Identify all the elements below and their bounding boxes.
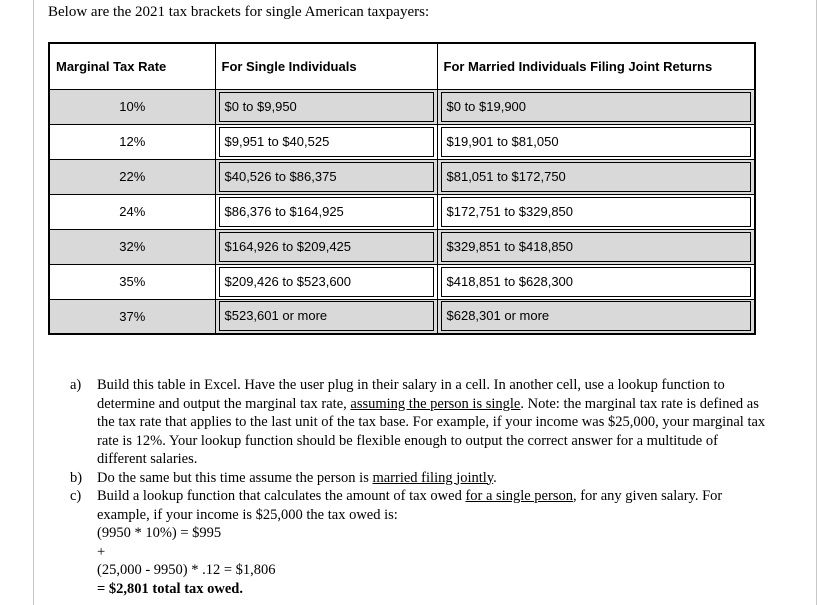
question-text: Build this table in Excel. Have the user plug in their salary in a cell. In another cell, use a lookup function to determine and output the marginal tax rate, assuming the person is single. Note: the marginal tax rate is defined as the tax rate that applies to the last unit of the tax base. For example, if your income was $25,000, your marginal tax rate is 12%. Your lookup function should be flexible enough to output the correct answer for a multitude of different salaries.	[97, 377, 766, 467]
range-value: $329,851 to $418,850	[441, 232, 752, 262]
underlined-phrase: for a single person	[465, 488, 573, 504]
married-range-cell	[437, 194, 755, 229]
single-range-cell	[215, 299, 437, 334]
range-value: $523,601 or more	[219, 301, 434, 331]
range-value: $86,376 to $164,925	[219, 197, 434, 227]
question-label: a)	[70, 377, 82, 393]
table-header-row	[49, 43, 755, 89]
single-range-cell	[215, 194, 437, 229]
range-value: $209,426 to $523,600	[219, 267, 434, 297]
range-value: $0 to $9,950	[219, 92, 434, 122]
page-left-edge	[33, 0, 34, 605]
rate-cell: 24%	[49, 194, 215, 229]
page-right-edge	[816, 0, 817, 605]
table-row	[49, 194, 755, 229]
tax-bracket-table	[48, 42, 756, 335]
married-range-cell	[437, 229, 755, 264]
single-range-cell	[215, 89, 437, 124]
table-row	[49, 124, 755, 159]
rate-cell: 10%	[49, 89, 215, 124]
married-range-cell	[437, 89, 755, 124]
table-row	[49, 229, 755, 264]
question-c	[70, 487, 770, 524]
married-range-cell	[437, 264, 755, 299]
header-single: For Single Individuals	[215, 43, 437, 89]
range-value: $628,301 or more	[441, 301, 752, 331]
question-a	[70, 376, 770, 469]
table-row	[49, 89, 755, 124]
rate-cell: 12%	[49, 124, 215, 159]
married-range-cell	[437, 159, 755, 194]
range-value: $0 to $19,900	[441, 92, 752, 122]
married-range-cell	[437, 124, 755, 159]
single-range-cell	[215, 264, 437, 299]
calc-plus: +	[97, 543, 106, 560]
question-text: Build a lookup function that calculates the amount of tax owed for a single person, for any given salary. For example, if your income is $25,000 the tax owed is:	[97, 488, 723, 523]
rate-cell: 35%	[49, 264, 215, 299]
range-value: $172,751 to $329,850	[441, 197, 752, 227]
table-row	[49, 299, 755, 334]
table-row	[49, 264, 755, 299]
married-range-cell	[437, 299, 755, 334]
range-value: $9,951 to $40,525	[219, 127, 434, 157]
calc-line-2: (25,000 - 9950) * .12 = $1,806	[97, 562, 276, 578]
single-range-cell	[215, 124, 437, 159]
range-value: $40,526 to $86,375	[219, 162, 434, 192]
question-label: b)	[70, 469, 83, 486]
rate-cell: 37%	[49, 299, 215, 334]
rate-cell: 22%	[49, 159, 215, 194]
question-text: Do the same but this time assume the person is married filing jointly.	[97, 469, 497, 486]
range-value: $19,901 to $81,050	[441, 127, 752, 157]
single-range-cell	[215, 159, 437, 194]
questions-section	[70, 376, 770, 598]
table-body	[49, 89, 755, 334]
header-marginal-rate: Marginal Tax Rate	[49, 43, 215, 89]
table-row	[49, 159, 755, 194]
intro-text: Below are the 2021 tax brackets for single American taxpayers:	[48, 4, 430, 20]
calc-total: = $2,801 total tax owed.	[97, 580, 243, 597]
rate-cell: 32%	[49, 229, 215, 264]
range-value: $164,926 to $209,425	[219, 232, 434, 262]
question-b	[70, 469, 770, 488]
calc-line-1: (9950 * 10%) = $995	[97, 525, 222, 541]
single-range-cell	[215, 229, 437, 264]
range-value: $81,051 to $172,750	[441, 162, 752, 192]
header-married-joint: For Married Individuals Filing Joint Returns	[437, 43, 755, 89]
underlined-phrase: married filing jointly	[372, 469, 494, 486]
underlined-phrase: assuming the person is single	[350, 395, 521, 412]
range-value: $418,851 to $628,300	[441, 267, 752, 297]
question-label: c)	[70, 488, 82, 504]
